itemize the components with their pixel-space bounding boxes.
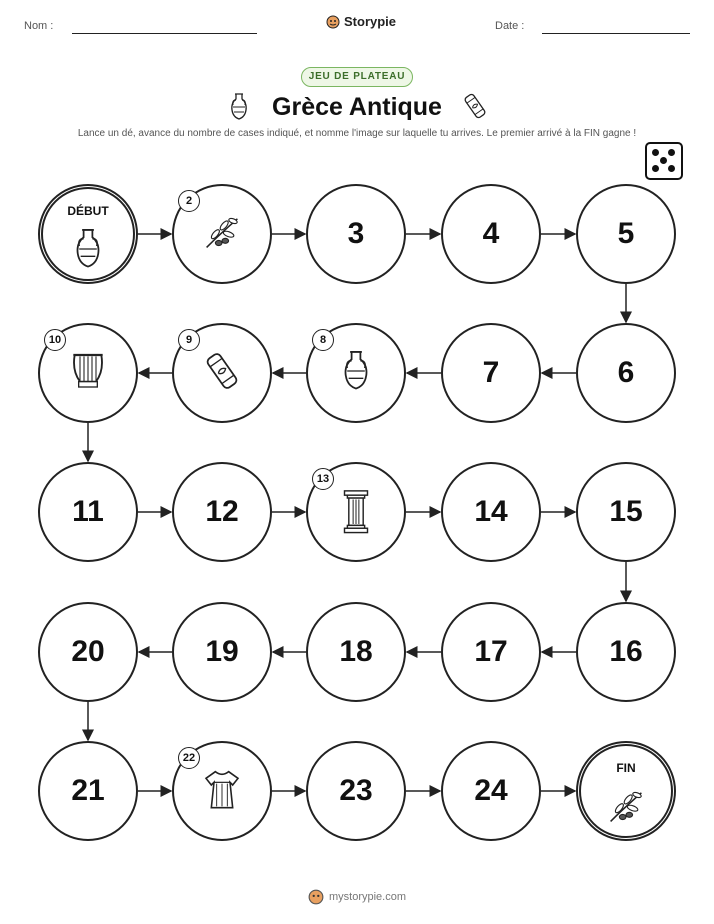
olive-branch-icon bbox=[604, 784, 648, 833]
cell-number: 23 bbox=[339, 774, 373, 807]
board-cell-17 bbox=[441, 602, 541, 702]
board-cell-13 bbox=[306, 462, 406, 562]
footer bbox=[308, 889, 406, 905]
board-cell-fin bbox=[576, 741, 676, 841]
cell-label: DÉBUT bbox=[67, 204, 109, 218]
date-label: Date : bbox=[495, 20, 525, 32]
board-cell-9 bbox=[172, 323, 272, 423]
cell-number: 24 bbox=[474, 774, 508, 807]
board-cell-15 bbox=[576, 462, 676, 562]
board-cell-22 bbox=[172, 741, 272, 841]
cell-number: 20 bbox=[71, 635, 105, 668]
cell-number: 17 bbox=[474, 635, 508, 668]
pie-mascot-icon bbox=[308, 889, 324, 905]
board-cell-11 bbox=[38, 462, 138, 562]
page-title: Grèce Antique bbox=[272, 93, 442, 121]
scroll-icon bbox=[203, 349, 241, 398]
cell-number-badge: 8 bbox=[312, 329, 334, 351]
board-cell-21 bbox=[38, 741, 138, 841]
brand-name: Storypie bbox=[344, 14, 397, 29]
board-cell-4 bbox=[441, 184, 541, 284]
cell-number-badge: 2 bbox=[178, 190, 200, 212]
board-cell-24 bbox=[441, 741, 541, 841]
cell-number: 19 bbox=[205, 635, 239, 668]
cell-number: 16 bbox=[609, 635, 643, 668]
game-type-badge: JEU DE PLATEAU bbox=[301, 67, 413, 87]
board-cell-19 bbox=[172, 602, 272, 702]
name-label: Nom : bbox=[24, 20, 54, 32]
board-cell-7 bbox=[441, 323, 541, 423]
board-cell-23 bbox=[306, 741, 406, 841]
board-cell-2 bbox=[172, 184, 272, 284]
cell-number: 12 bbox=[205, 495, 239, 528]
board-cell-5 bbox=[576, 184, 676, 284]
amphora-icon bbox=[339, 349, 373, 398]
footer-url: mystorypie.com bbox=[329, 891, 407, 903]
board-cell-18 bbox=[306, 602, 406, 702]
cell-number-badge: 22 bbox=[178, 747, 200, 769]
board-cell-6 bbox=[576, 323, 676, 423]
cell-number-badge: 9 bbox=[178, 329, 200, 351]
cell-label: FIN bbox=[616, 761, 636, 775]
amphora-icon bbox=[71, 227, 105, 276]
cell-number: 21 bbox=[71, 774, 105, 807]
board-cell-10 bbox=[38, 323, 138, 423]
cell-number: 14 bbox=[474, 495, 508, 528]
tunic-icon bbox=[202, 767, 242, 816]
cell-number: 3 bbox=[347, 217, 365, 250]
cell-number-badge: 13 bbox=[312, 468, 334, 490]
olive-branch-icon bbox=[200, 210, 244, 259]
board-cell-début bbox=[38, 184, 138, 284]
column-icon bbox=[340, 488, 372, 539]
board-cell-12 bbox=[172, 462, 272, 562]
board-cell-20 bbox=[38, 602, 138, 702]
instructions: Lance un dé, avance du nombre de cases indiqué, et nomme l'image sur laquelle tu arrives. Le premier arrivé à la FIN gagne ! bbox=[77, 128, 637, 139]
board-cell-16 bbox=[576, 602, 676, 702]
cell-number: 11 bbox=[72, 495, 104, 528]
lyre-icon bbox=[68, 349, 108, 398]
cell-number: 18 bbox=[339, 635, 373, 668]
board-cell-14 bbox=[441, 462, 541, 562]
cell-number: 4 bbox=[482, 217, 500, 250]
cell-number-badge: 10 bbox=[44, 329, 66, 351]
board-cell-3 bbox=[306, 184, 406, 284]
cell-number: 5 bbox=[617, 217, 635, 250]
board-cell-8 bbox=[306, 323, 406, 423]
cell-number: 15 bbox=[609, 495, 643, 528]
cell-number: 6 bbox=[617, 356, 635, 389]
cell-number: 7 bbox=[482, 356, 500, 389]
